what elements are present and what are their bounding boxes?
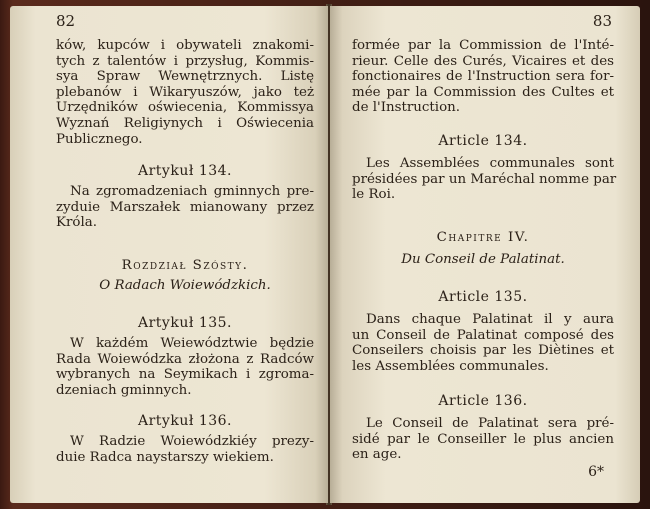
text-line: Wyznań Religiynych i Oświecenia	[56, 115, 314, 131]
signature-mark: 6*	[588, 464, 604, 480]
left-article-134-text	[56, 184, 314, 231]
right-article-135-heading: Article 135.	[438, 289, 528, 305]
text-line: Urzędników oświecenia, Kommissya	[56, 100, 314, 116]
left-article-134-heading: Artykuł 134.	[138, 163, 232, 179]
text-line: en age.	[352, 447, 402, 463]
text-line: dzeniach gminnych.	[56, 382, 192, 398]
text-line: Rada Woiewódzka złożona z Radców	[56, 351, 314, 367]
text-line: W każdém Weiewództwie będzie	[70, 336, 314, 351]
text-line: sidé par le Conseiller le plus ancien	[352, 431, 614, 447]
text-line: wybranych na Seymikach i zgroma-	[56, 367, 314, 383]
text-line: Króla.	[56, 215, 97, 231]
text-line: duie Radca naystarszy wiekiem.	[56, 449, 274, 465]
right-article-136-heading: Article 136.	[438, 393, 528, 409]
right-article-134-heading: Article 134.	[438, 133, 528, 149]
left-article-135-text	[56, 336, 314, 398]
text-line: sya Spraw Wewnętrznych. Listę	[56, 69, 314, 85]
text-line: fonctionaires de l'Instruction sera for-	[352, 69, 614, 85]
text-line: ków, kupców i obywateli znakomi-	[56, 38, 314, 53]
left-article-136-heading: Artykuł 136.	[138, 413, 232, 429]
right-paragraph-1	[352, 38, 614, 116]
left-page	[10, 6, 328, 503]
left-chapter-heading: Rozdział Szósty.	[121, 258, 249, 273]
left-chapter-subtitle: O Radach Woiewódzkich.	[99, 278, 271, 293]
left-page-number: 82	[56, 12, 76, 30]
text-line: Le Conseil de Palatinat sera pré-	[366, 416, 614, 431]
text-line: Na zgromadzeniach gminnych pre-	[70, 184, 314, 199]
right-article-134-text	[352, 156, 617, 203]
left-paragraph-1	[56, 38, 314, 147]
text-line: de l'Instruction.	[352, 100, 461, 116]
text-line: les Assemblées communales.	[352, 358, 549, 374]
text-line: tych z talentów i przysług, Kommis-	[56, 53, 314, 69]
text-line: Publicznego.	[56, 131, 143, 147]
text-line: Les Assemblées communales sont	[366, 156, 614, 171]
right-chapter-heading: Chapitre IV.	[436, 230, 530, 245]
text-line: zyduie Marszałek mianowany przez	[56, 199, 314, 215]
right-page	[330, 6, 640, 503]
text-line: un Conseil de Palatinat composé des	[352, 327, 614, 343]
text-line: mée par la Commission des Cultes et	[352, 84, 614, 100]
text-line: présidées par un Maréchal nomme par	[352, 171, 617, 187]
right-page-number: 83	[592, 12, 612, 30]
text-line: W Radzie Woiewódzkiéy prezy-	[70, 434, 314, 449]
right-article-136-text	[352, 416, 614, 463]
text-line: le Roi.	[352, 187, 396, 203]
left-article-136-text	[56, 434, 314, 465]
text-line: plebanów i Wikaryuszów, jako też	[56, 84, 314, 100]
text-line: Conseilers choisis par les Diètines et	[352, 343, 614, 359]
left-article-135-heading: Artykuł 135.	[138, 315, 232, 331]
right-article-135-text	[352, 312, 614, 374]
text-line: rieur. Celle des Curés, Vicaires et des	[352, 53, 614, 69]
text-line: formée par la Commission de l'Inté-	[352, 38, 614, 53]
right-chapter-subtitle: Du Conseil de Palatinat.	[401, 252, 565, 267]
text-line: Dans chaque Palatinat il y aura	[366, 312, 614, 327]
